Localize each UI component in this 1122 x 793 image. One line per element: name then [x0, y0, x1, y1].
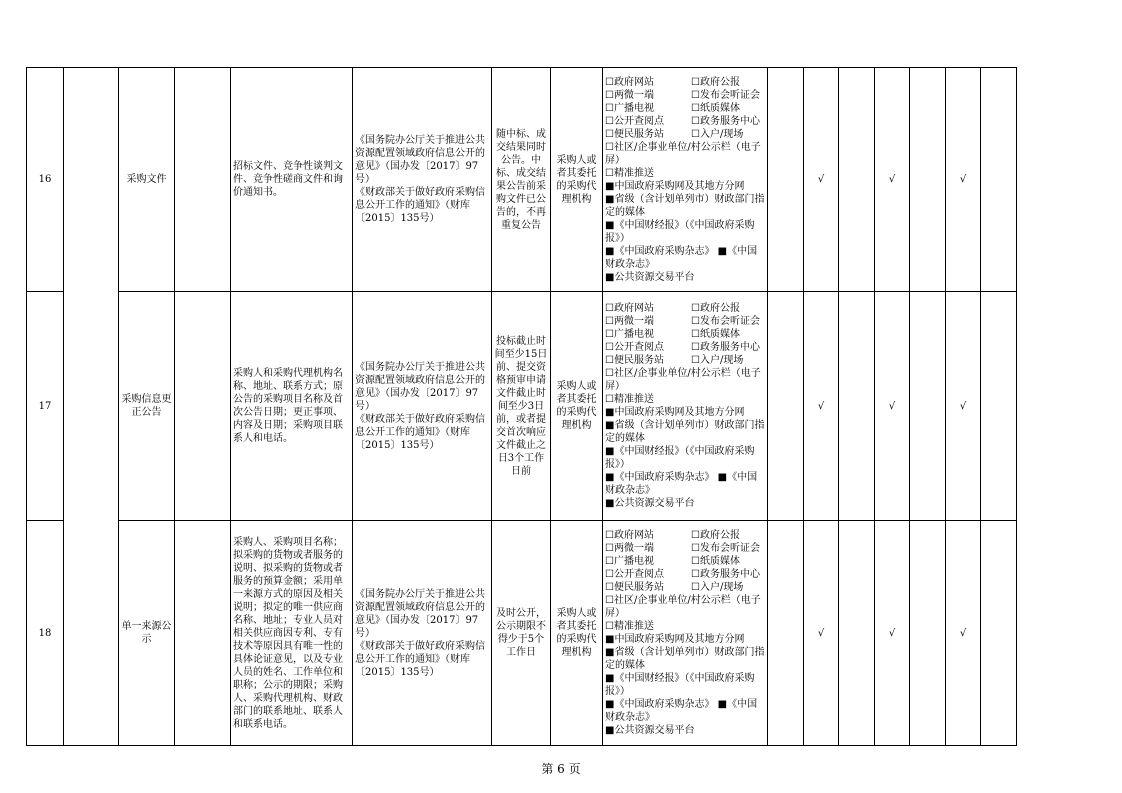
channel-pair — [605, 102, 765, 115]
subject-cell: 采购人或者其委托的采购代理机构 — [551, 292, 603, 521]
channel-option: ☐发布会听证会 — [691, 89, 760, 101]
channel-option: ☐精准推送 — [605, 167, 654, 179]
channel-option: ☐政府网站 — [605, 76, 654, 88]
channel-option: ☐纸质媒体 — [691, 329, 740, 340]
check-cell — [768, 292, 804, 521]
check-cell — [768, 521, 804, 746]
subject-cell: 采购人或者其委托的采购代理机构 — [551, 521, 603, 746]
check-cell — [839, 521, 875, 746]
item-name: 采购信息更正公告 — [119, 292, 175, 521]
disclosure-table — [26, 67, 1017, 746]
channel-pair — [605, 354, 765, 367]
basis-cell: 《国务院办公厅关于推进公共资源配置领域政府信息公开的意见》（国办发〔2017〕97号） 《财政部关于做好政府采购信息公开工作的通知》（财库〔2015〕135号） — [353, 292, 492, 521]
channel-option: ☐便民服务站 — [605, 355, 664, 366]
check-cell — [839, 68, 875, 292]
item-name: 单一来源公示 — [119, 521, 175, 746]
channel-option: ☐政府网站 — [605, 530, 654, 541]
channel-pair — [605, 581, 765, 594]
channel-option: ☐政府公报 — [691, 530, 740, 541]
table-row — [27, 292, 1017, 521]
channel-pair — [605, 115, 765, 128]
channel-pair — [605, 89, 765, 102]
channel-option: ☐便民服务站 — [605, 582, 664, 593]
channel-pair — [605, 529, 765, 542]
channel-option: ☐社区/企事业单位/村公示栏（电子屏） — [605, 595, 761, 619]
channel-option: ■《中国政府采购杂志》 ■《中国财政杂志》 — [605, 472, 758, 496]
channel-option: ☐入户/现场 — [691, 582, 744, 593]
channel-option: ☐社区/企事业单位/村公示栏（电子屏） — [605, 141, 761, 166]
channel-option: ☐入户/现场 — [691, 128, 744, 140]
check-cell: √ — [875, 521, 910, 746]
time-limit-cell: 随中标、成交结果同时公告。中标、成交结果公告前采购文件已公告的，不再重复公告 — [492, 68, 551, 292]
channel-pair — [605, 128, 765, 141]
channel-pair — [605, 76, 765, 89]
channel-option: ☐社区/企事业单位/村公示栏（电子屏） — [605, 368, 761, 392]
channel-option: ■省级（含计划单列市）财政部门指定的媒体 — [605, 420, 765, 444]
channel-option: ☐政务服务中心 — [691, 342, 760, 353]
item-name: 采购文件 — [119, 68, 175, 292]
content-cell: 采购人和采购代理机构名称、地址、联系方式；原公告的采购项目名称及首次公告日期；更正事项、内容及日期；采购项目联系人和电话。 — [231, 292, 353, 521]
channel-pair — [605, 341, 765, 354]
check-cell: √ — [946, 68, 981, 292]
content-cell: 招标文件、竞争性谈判文件、竞争性磋商文件和询价通知书。 — [231, 68, 353, 292]
channel-option: ☐公开查阅点 — [605, 342, 664, 353]
time-limit-cell: 投标截止时间至少15日前、提交资格预审申请文件截止时间至少3日前，或者提交首次响应文件截止之日3个工作日前 — [492, 292, 551, 521]
basis-cell: 《国务院办公厅关于推进公共资源配置领域政府信息公开的意见》（国办发〔2017〕97号） 《财政部关于做好政府采购信息公开工作的通知》（财库〔2015〕135号） — [353, 521, 492, 746]
channel-option: ☐纸质媒体 — [691, 102, 740, 114]
channel-option: ■中国政府采购网及其地方分网 — [605, 634, 745, 645]
check-cell: √ — [804, 521, 839, 746]
check-cell — [981, 68, 1017, 292]
publish-channel-cell — [603, 68, 768, 292]
check-cell — [910, 68, 946, 292]
channel-option: ■省级（含计划单列市）财政部门指定的媒体 — [605, 647, 765, 671]
channel-option: ■《中国财经报》（《中国政府采购报》） — [605, 673, 755, 697]
channel-pair — [605, 555, 765, 568]
channel-option: ■公共资源交易平台 — [605, 271, 695, 283]
channel-option: ☐纸质媒体 — [691, 556, 740, 567]
channel-option: ☐政府公报 — [691, 303, 740, 314]
channel-option: ☐便民服务站 — [605, 128, 664, 140]
channel-option: ■《中国财经报》（《中国政府采购报》） — [605, 446, 755, 470]
check-cell: √ — [875, 292, 910, 521]
check-cell — [910, 521, 946, 746]
check-cell — [910, 292, 946, 521]
channel-option: ☐发布会听证会 — [691, 543, 760, 554]
check-cell: √ — [875, 68, 910, 292]
channel-option: ☐公开查阅点 — [605, 569, 664, 580]
channel-option: ☐政务服务中心 — [691, 115, 760, 127]
category-cell — [64, 68, 119, 746]
channel-pair — [605, 568, 765, 581]
page-number: 第 6 页 — [541, 762, 581, 776]
check-cell — [839, 292, 875, 521]
channel-option: ☐精准推送 — [605, 394, 654, 405]
channel-option: ■公共资源交易平台 — [605, 725, 695, 736]
sub-item — [175, 521, 231, 746]
check-cell: √ — [946, 521, 981, 746]
channel-option: ☐两微一端 — [605, 543, 654, 554]
channel-option: ☐政府网站 — [605, 303, 654, 314]
table-row — [27, 521, 1017, 746]
check-cell — [768, 68, 804, 292]
channel-option: ☐政府公报 — [691, 76, 740, 88]
check-cell — [981, 292, 1017, 521]
check-cell: √ — [804, 292, 839, 521]
channel-option: ☐两微一端 — [605, 89, 654, 101]
channel-option: ☐广播电视 — [605, 329, 654, 340]
channel-option: ■《中国政府采购杂志》 ■《中国财政杂志》 — [605, 699, 758, 723]
channel-pair — [605, 315, 765, 328]
channel-option: ■中国政府采购网及其地方分网 — [605, 180, 745, 192]
channel-option: ■《中国政府采购杂志》 ■《中国财政杂志》 — [605, 245, 758, 270]
check-cell: √ — [804, 68, 839, 292]
channel-option: ■中国政府采购网及其地方分网 — [605, 407, 745, 418]
row-number: 17 — [27, 292, 64, 521]
content-cell: 采购人、采购项目名称；拟采购的货物或者服务的说明、拟采购的货物或者服务的预算金额；采用单一来源方式的原因及相关说明；拟定的唯一供应商名称、地址；专业人员对相关供应商因专利、专有技术等原因具有唯一性的具体论证意见，以及专业人员的姓名、工作单位和职称；公示的期限；采购人、采购代理机构、财政部门的联系地址、联系人和联系电话。 — [231, 521, 353, 746]
check-cell: √ — [946, 292, 981, 521]
check-cell — [981, 521, 1017, 746]
channel-option: ☐公开查阅点 — [605, 115, 664, 127]
channel-option: ■《中国财经报》（《中国政府采购报》） — [605, 219, 755, 244]
channel-option: ☐两微一端 — [605, 316, 654, 327]
channel-option: ■省级（含计划单列市）财政部门指定的媒体 — [605, 193, 765, 218]
channel-option: ☐广播电视 — [605, 556, 654, 567]
channel-pair — [605, 542, 765, 555]
basis-cell: 《国务院办公厅关于推进公共资源配置领域政府信息公开的意见》（国办发〔2017〕97号） 《财政部关于做好政府采购信息公开工作的通知》（财库〔2015〕135号） — [353, 68, 492, 292]
channel-option: ☐入户/现场 — [691, 355, 744, 366]
row-number: 18 — [27, 521, 64, 746]
subject-cell: 采购人或者其委托的采购代理机构 — [551, 68, 603, 292]
channel-option: ☐发布会听证会 — [691, 316, 760, 327]
publish-channel-cell — [603, 521, 768, 746]
sub-item — [175, 292, 231, 521]
publish-channel-cell — [603, 292, 768, 521]
table-row — [27, 68, 1017, 292]
row-number: 16 — [27, 68, 64, 292]
channel-pair — [605, 328, 765, 341]
channel-option: ☐广播电视 — [605, 102, 654, 114]
sub-item — [175, 68, 231, 292]
channel-pair — [605, 302, 765, 315]
channel-option: ☐精准推送 — [605, 621, 654, 632]
channel-option: ☐政务服务中心 — [691, 569, 760, 580]
time-limit-cell: 及时公开，公示期限不得少于5个工作日 — [492, 521, 551, 746]
channel-option: ■公共资源交易平台 — [605, 498, 695, 509]
